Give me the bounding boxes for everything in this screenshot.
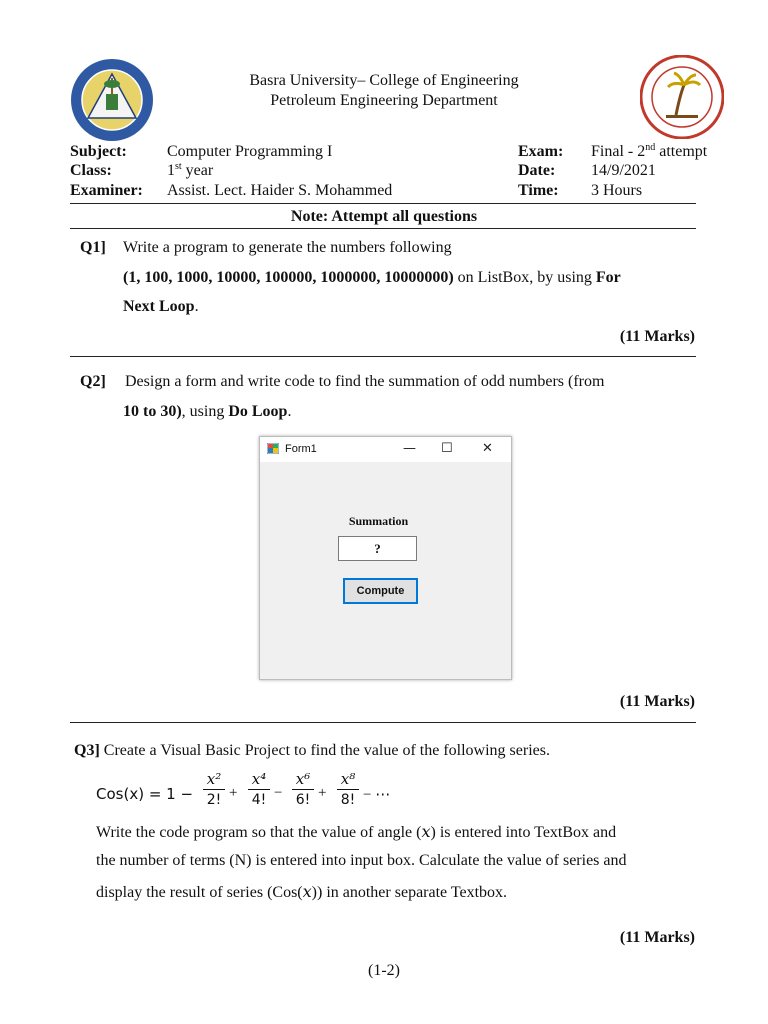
exam-label: Exam: (518, 143, 564, 160)
q2-line2: 10 to 30), using Do Loop. (123, 403, 292, 420)
summation-textbox[interactable]: ? (338, 536, 417, 561)
examiner-value: Assist. Lect. Haider S. Mohammed (167, 182, 393, 199)
formula-op-3: + (318, 785, 327, 801)
class-value: 1st year (167, 161, 214, 179)
divider (70, 356, 696, 357)
note-text: Note: Attempt all questions (290, 208, 478, 225)
form-app-icon (267, 443, 279, 454)
q1-label: Q1] (80, 239, 106, 256)
compute-button[interactable]: Compute (343, 578, 418, 604)
q2-label: Q2] (80, 373, 106, 390)
q2-marks: (11 Marks) (619, 693, 695, 710)
class-label: Class: (70, 162, 112, 179)
formula-op-1: + (229, 785, 238, 801)
date-label: Date: (518, 162, 556, 179)
q1-marks: (11 Marks) (619, 328, 695, 345)
maximize-icon[interactable]: ☐ (441, 441, 453, 456)
time-value: 3 Hours (591, 182, 643, 199)
summation-label: Summation (348, 514, 409, 528)
formula-term-4: x⁸ 8! (337, 770, 359, 808)
form1-window (259, 436, 512, 680)
examiner-label: Examiner: (70, 182, 143, 199)
formula-term-3: x⁶ 6! (292, 770, 314, 808)
q1-line3: Next Loop. (123, 298, 199, 315)
subject-value: Computer Programming I (167, 143, 333, 160)
q1-line1: Write a program to generate the numbers following (123, 239, 452, 256)
formula-lhs: Cos(x) = 1 − (96, 785, 194, 803)
exam-value: Final - 2nd attempt (591, 142, 708, 160)
minimize-icon[interactable]: — (403, 441, 416, 456)
divider (70, 203, 696, 204)
formula-op-4: − ⋯ (363, 787, 391, 803)
form1-title-bar (260, 437, 511, 462)
department-title: Petroleum Engineering Department (270, 92, 498, 109)
time-label: Time: (518, 182, 559, 199)
formula-term-1: x² 2! (203, 770, 225, 808)
q1-line2: (1, 100, 1000, 10000, 100000, 1000000, 10000000) on ListBox, by using For (123, 269, 621, 286)
form-title: Form1 (285, 443, 317, 455)
page-number: (1-2) (368, 962, 400, 979)
q2-line1: Design a form and write code to find the summation of odd numbers (from (125, 373, 605, 390)
divider (70, 228, 696, 229)
q3-para-line2: the number of terms (N) is entered into input box. Calculate the value of series and (96, 852, 627, 869)
q3-line1: Q3] Create a Visual Basic Project to find the value of the following series. (74, 742, 550, 759)
q3-para-line1: Write the code program so that the value of angle (x) is entered into TextBox and (96, 822, 617, 841)
formula-op-2: − (274, 785, 283, 801)
q3-marks: (11 Marks) (619, 929, 695, 946)
date-value: 14/9/2021 (591, 162, 656, 179)
divider (70, 722, 696, 723)
subject-label: Subject: (70, 143, 127, 160)
formula-term-2: x⁴ 4! (248, 770, 270, 808)
university-title: Basra University– College of Engineering (249, 72, 519, 89)
q3-para-line3: display the result of series (Cos(x)) in another separate Textbox. (96, 882, 508, 901)
close-icon[interactable]: ✕ (482, 441, 493, 456)
